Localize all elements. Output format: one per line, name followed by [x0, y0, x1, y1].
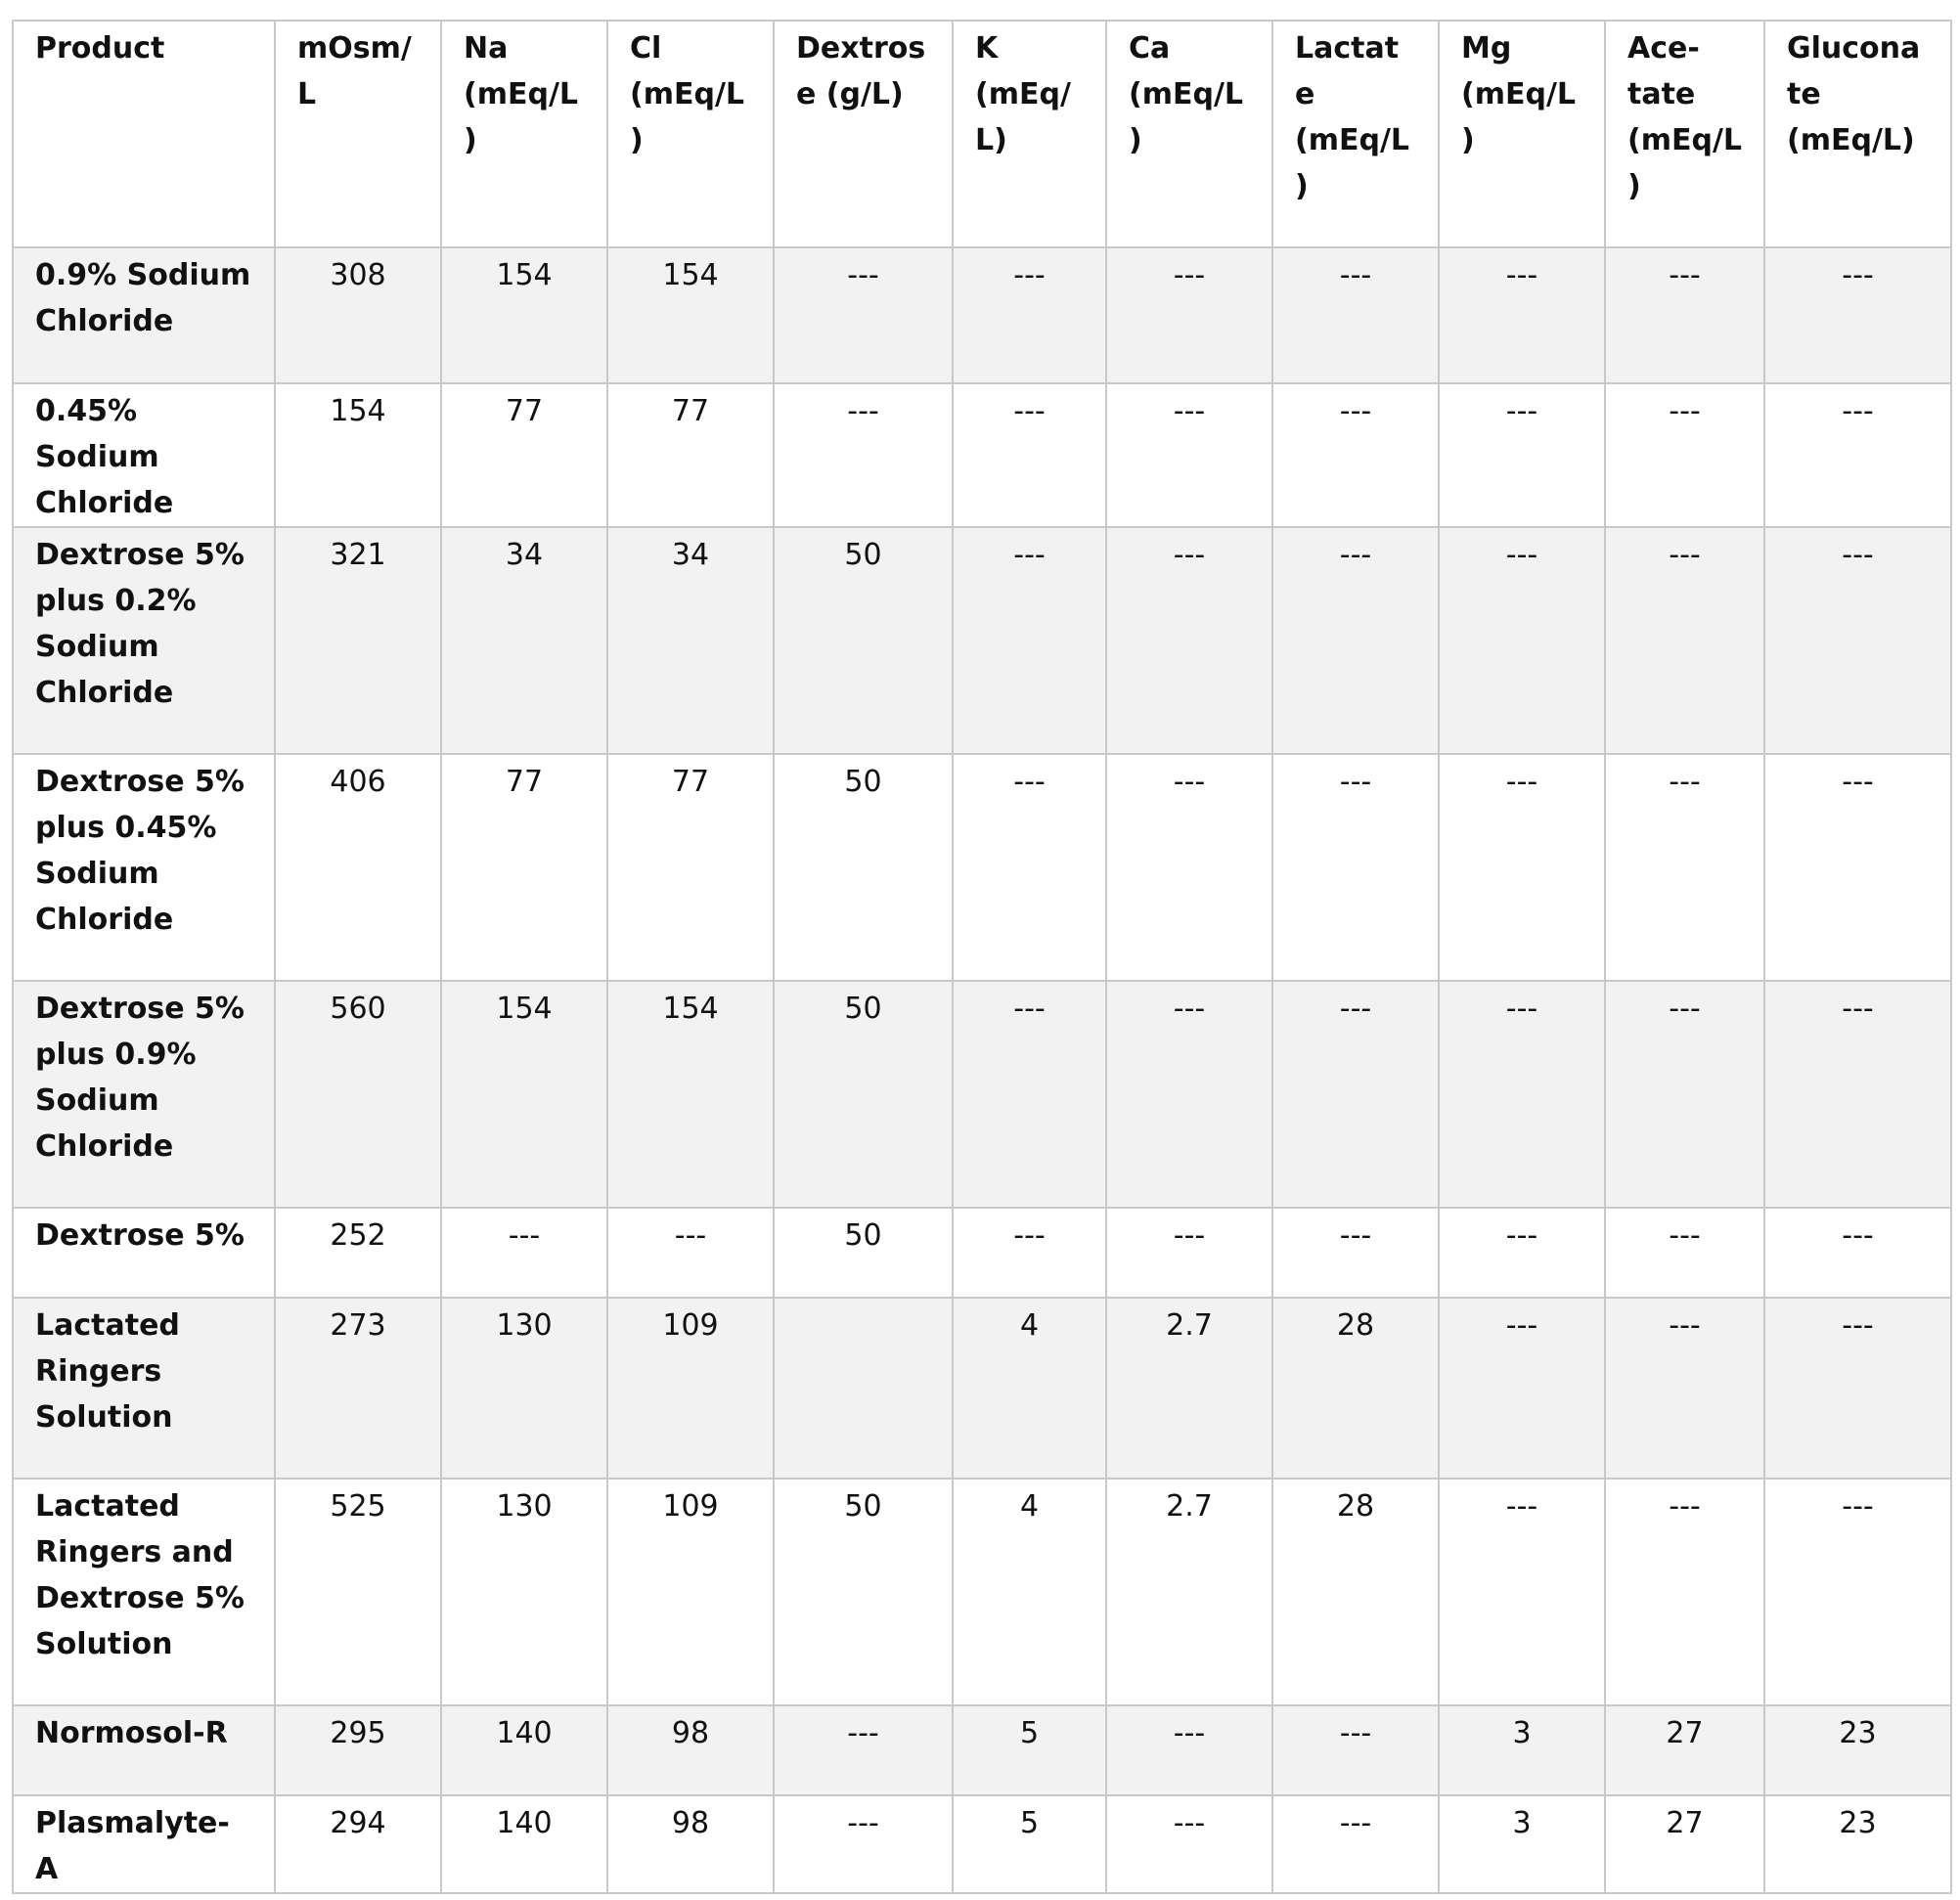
na-cell: 77 [441, 754, 607, 981]
ca-cell: --- [1106, 981, 1272, 1208]
ca-cell: --- [1106, 754, 1272, 981]
table-row [13, 981, 1951, 1208]
product-cell: Plasmalyte-A [13, 1795, 275, 1893]
header-acetate: Ace-tate (mEq/L) [1605, 21, 1764, 247]
lactate-cell: --- [1272, 383, 1439, 527]
k-cell: 4 [953, 1298, 1106, 1479]
lactate-cell: --- [1272, 1795, 1439, 1893]
table-row [13, 1479, 1951, 1705]
gluconate-cell: 23 [1764, 1795, 1951, 1893]
table-row [13, 1298, 1951, 1479]
lactate-cell: 28 [1272, 1298, 1439, 1479]
k-cell: --- [953, 247, 1106, 383]
gluconate-cell: --- [1764, 527, 1951, 754]
cl-cell: 98 [607, 1795, 774, 1893]
dextrose-cell: --- [774, 1705, 953, 1795]
ca-cell: --- [1106, 1208, 1272, 1298]
ca-cell: --- [1106, 1705, 1272, 1795]
header-mg: Mg (mEq/L) [1439, 21, 1605, 247]
lactate-cell: 28 [1272, 1479, 1439, 1705]
ca-cell: 2.7 [1106, 1479, 1272, 1705]
product-cell: 0.45% Sodium Chloride [13, 383, 275, 527]
mg-cell: --- [1439, 247, 1605, 383]
na-cell: 154 [441, 981, 607, 1208]
na-cell: 34 [441, 527, 607, 754]
mg-cell: --- [1439, 981, 1605, 1208]
na-cell: 140 [441, 1795, 607, 1893]
ca-cell: --- [1106, 247, 1272, 383]
acetate-cell: --- [1605, 1298, 1764, 1479]
ca-cell: 2.7 [1106, 1298, 1272, 1479]
mg-cell: 3 [1439, 1795, 1605, 1893]
header-mosm: mOsm/ L [275, 21, 441, 247]
cl-cell: 109 [607, 1298, 774, 1479]
k-cell: --- [953, 383, 1106, 527]
acetate-cell: --- [1605, 981, 1764, 1208]
k-cell: 5 [953, 1705, 1106, 1795]
gluconate-cell: --- [1764, 1298, 1951, 1479]
dextrose-cell: 50 [774, 981, 953, 1208]
dextrose-cell [774, 1298, 953, 1479]
gluconate-cell: --- [1764, 383, 1951, 527]
cl-cell: 109 [607, 1479, 774, 1705]
acetate-cell: 27 [1605, 1795, 1764, 1893]
cl-cell: 34 [607, 527, 774, 754]
gluconate-cell: --- [1764, 981, 1951, 1208]
lactate-cell: --- [1272, 1208, 1439, 1298]
header-ca: Ca (mEq/L) [1106, 21, 1272, 247]
product-cell: Normosol-R [13, 1705, 275, 1795]
mosm-cell: 252 [275, 1208, 441, 1298]
dextrose-cell: --- [774, 383, 953, 527]
mg-cell: --- [1439, 1479, 1605, 1705]
mg-cell: --- [1439, 527, 1605, 754]
na-cell: 154 [441, 247, 607, 383]
lactate-cell: --- [1272, 1705, 1439, 1795]
k-cell: 5 [953, 1795, 1106, 1893]
product-cell: Dextrose 5% [13, 1208, 275, 1298]
mg-cell: 3 [1439, 1705, 1605, 1795]
gluconate-cell: --- [1764, 1479, 1951, 1705]
dextrose-cell: 50 [774, 1208, 953, 1298]
acetate-cell: 27 [1605, 1705, 1764, 1795]
lactate-cell: --- [1272, 981, 1439, 1208]
dextrose-cell: 50 [774, 754, 953, 981]
header-row [13, 21, 1951, 247]
fluid-composition-table [12, 20, 1952, 1894]
table-row [13, 247, 1951, 383]
product-cell: Lactated Ringers and Dextrose 5% Solution [13, 1479, 275, 1705]
mosm-cell: 525 [275, 1479, 441, 1705]
table-row [13, 754, 1951, 981]
header-product: Product [13, 21, 275, 247]
gluconate-cell: --- [1764, 1208, 1951, 1298]
acetate-cell: --- [1605, 1479, 1764, 1705]
mg-cell: --- [1439, 754, 1605, 981]
header-na: Na (mEq/L) [441, 21, 607, 247]
mosm-cell: 406 [275, 754, 441, 981]
ca-cell: --- [1106, 1795, 1272, 1893]
table-row [13, 383, 1951, 527]
mg-cell: --- [1439, 383, 1605, 527]
product-cell: 0.9% Sodium Chloride [13, 247, 275, 383]
table-row [13, 1795, 1951, 1893]
acetate-cell: --- [1605, 383, 1764, 527]
product-cell: Dextrose 5% plus 0.2% Sodium Chloride [13, 527, 275, 754]
k-cell: --- [953, 1208, 1106, 1298]
dextrose-cell: --- [774, 247, 953, 383]
product-cell: Dextrose 5% plus 0.45% Sodium Chloride [13, 754, 275, 981]
lactate-cell: --- [1272, 527, 1439, 754]
na-cell: 130 [441, 1298, 607, 1479]
cl-cell: 154 [607, 247, 774, 383]
table-row [13, 1705, 1951, 1795]
header-gluconate: Gluconate (mEq/L) [1764, 21, 1951, 247]
lactate-cell: --- [1272, 754, 1439, 981]
mg-cell: --- [1439, 1298, 1605, 1479]
ca-cell: --- [1106, 383, 1272, 527]
header-k: K (mEq/L) [953, 21, 1106, 247]
table-row [13, 1208, 1951, 1298]
cl-cell: 77 [607, 754, 774, 981]
mosm-cell: 273 [275, 1298, 441, 1479]
gluconate-cell: --- [1764, 754, 1951, 981]
mg-cell: --- [1439, 1208, 1605, 1298]
cl-cell: --- [607, 1208, 774, 1298]
cl-cell: 77 [607, 383, 774, 527]
na-cell: 140 [441, 1705, 607, 1795]
product-cell: Lactated Ringers Solution [13, 1298, 275, 1479]
mosm-cell: 321 [275, 527, 441, 754]
mosm-cell: 308 [275, 247, 441, 383]
header-lactate: Lactate (mEq/L) [1272, 21, 1439, 247]
ca-cell: --- [1106, 527, 1272, 754]
gluconate-cell: 23 [1764, 1705, 1951, 1795]
mosm-cell: 154 [275, 383, 441, 527]
mosm-cell: 295 [275, 1705, 441, 1795]
dextrose-cell: --- [774, 1795, 953, 1893]
acetate-cell: --- [1605, 247, 1764, 383]
lactate-cell: --- [1272, 247, 1439, 383]
na-cell: 130 [441, 1479, 607, 1705]
header-cl: Cl (mEq/L) [607, 21, 774, 247]
acetate-cell: --- [1605, 527, 1764, 754]
header-dextrose: Dextrose (g/L) [774, 21, 953, 247]
cl-cell: 154 [607, 981, 774, 1208]
dextrose-cell: 50 [774, 527, 953, 754]
na-cell: 77 [441, 383, 607, 527]
k-cell: 4 [953, 1479, 1106, 1705]
k-cell: --- [953, 754, 1106, 981]
k-cell: --- [953, 981, 1106, 1208]
mosm-cell: 294 [275, 1795, 441, 1893]
k-cell: --- [953, 527, 1106, 754]
acetate-cell: --- [1605, 1208, 1764, 1298]
gluconate-cell: --- [1764, 247, 1951, 383]
dextrose-cell: 50 [774, 1479, 953, 1705]
na-cell: --- [441, 1208, 607, 1298]
table-row [13, 527, 1951, 754]
product-cell: Dextrose 5% plus 0.9% Sodium Chloride [13, 981, 275, 1208]
mosm-cell: 560 [275, 981, 441, 1208]
acetate-cell: --- [1605, 754, 1764, 981]
cl-cell: 98 [607, 1705, 774, 1795]
